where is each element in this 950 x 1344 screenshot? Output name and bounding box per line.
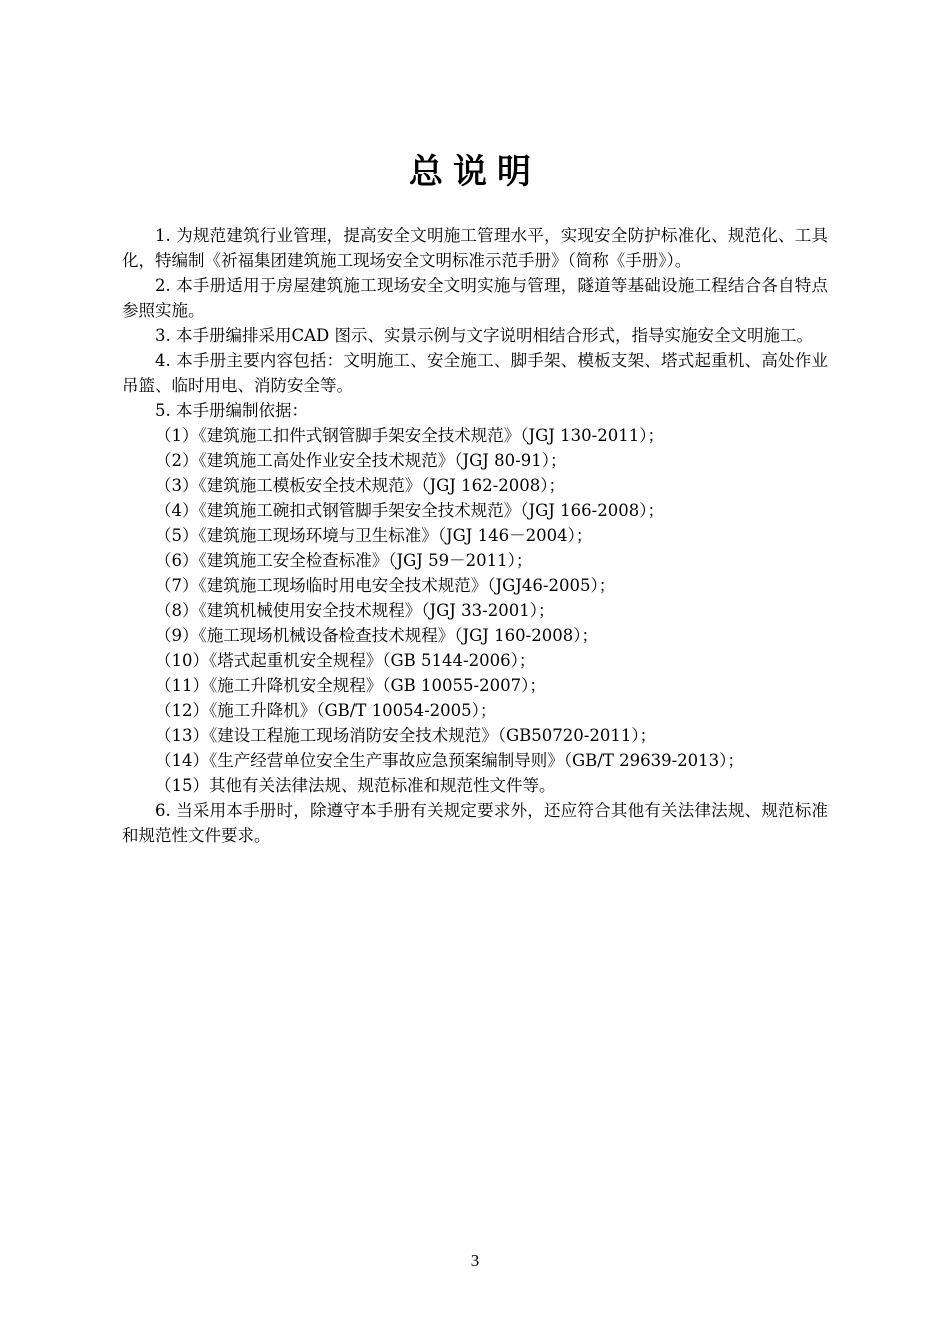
paragraph-1: 1. 为规范建筑行业管理，提高安全文明施工管理水平，实现安全防护标准化、规范化、工具化，特编制《祈福集团建筑施工现场安全文明标准示范手册》（简称《手册》）。 — [122, 226, 828, 270]
page-title: 总说明 — [409, 152, 541, 192]
reference-item: （14）《生产经营单位安全生产事故应急预案编制导则》（GB/T 29639-2013）； — [155, 751, 744, 770]
reference-item: （8）《建筑机械使用安全技术规程》（JGJ 33-2001）； — [155, 601, 555, 620]
reference-item: （7）《建筑施工现场临时用电安全技术规范》（JGJ46-2005）； — [155, 576, 616, 595]
reference-list — [122, 423, 828, 798]
reference-item: （4）《建筑施工碗扣式钢管脚手架安全技术规范》（JGJ 166-2008）； — [155, 501, 664, 520]
paragraph-4: 4. 本手册主要内容包括：文明施工、安全施工、脚手架、模板支架、塔式起重机、高处作业吊篮、临时用电、消防安全等。 — [122, 351, 828, 395]
reference-item: （15）其他有关法律法规、规范标准和规范性文件等。 — [155, 776, 556, 795]
reference-item: （6）《建筑施工安全检查标准》（JGJ 59－2011）； — [155, 551, 533, 570]
reference-item: （2）《建筑施工高处作业安全技术规范》（JGJ 80-91）； — [155, 451, 567, 470]
paragraph-5: 5. 本手册编制依据： — [155, 401, 308, 420]
paragraph-3: 3. 本手册编排采用CAD 图示、实景示例与文字说明相结合形式，指导实施安全文明施工。 — [155, 326, 814, 345]
reference-item: （10）《塔式起重机安全规程》（GB 5144-2006）； — [155, 651, 536, 670]
reference-item: （12）《施工升降机》（GB/T 10054-2005）； — [155, 701, 497, 720]
page-number: 3 — [470, 1251, 480, 1270]
reference-item: （1）《建筑施工扣件式钢管脚手架安全技术规范》（JGJ 130-2011）； — [155, 426, 664, 445]
reference-item: （5）《建筑施工现场环境与卫生标准》（JGJ 146－2004）； — [155, 526, 593, 545]
paragraph-2: 2. 本手册适用于房屋建筑施工现场安全文明实施与管理，隧道等基础设施工程结合各自特点参照实施。 — [122, 276, 828, 320]
paragraph-6: 6. 当采用本手册时，除遵守本手册有关规定要求外，还应符合其他有关法律法规、规范标准和规范性文件要求。 — [122, 801, 828, 845]
reference-item: （13）《建设工程施工现场消防安全技术规范》（GB50720-2011）； — [155, 726, 657, 745]
reference-item: （11）《施工升降机安全规程》（GB 10055-2007）； — [155, 676, 546, 695]
reference-item: （3）《建筑施工模板安全技术规范》（JGJ 162-2008）； — [155, 476, 565, 495]
document-body — [122, 223, 828, 848]
reference-item: （9）《施工现场机械设备检查技术规程》（JGJ 160-2008）； — [155, 626, 598, 645]
